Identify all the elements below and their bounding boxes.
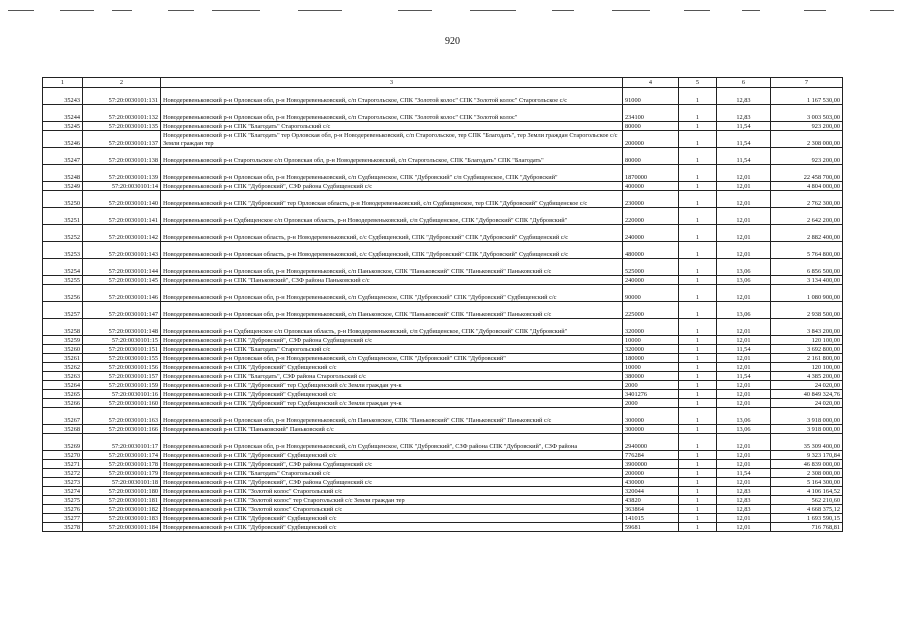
cadastral-value: 3 918 000,00 xyxy=(771,408,843,425)
coefficient-value: 1 xyxy=(679,88,717,105)
rate-value: 12,83 xyxy=(717,496,771,505)
location-description: Новодеревеньковский р-н СПК "Дубровский" Судбищенский с/с xyxy=(161,390,623,399)
location-description: Новодеревеньковский р-н СПК "Благодать" Старогольский с/с xyxy=(161,122,623,131)
location-description: Новодеревеньковский р-н Орловская обл, р-н Новодеревеньковский, с/п Судбищенское, СПК "Дубровский" СПК "Дубровский" Судбищенский с/с xyxy=(161,285,623,302)
coefficient-value: 1 xyxy=(679,460,717,469)
row-number: 35258 xyxy=(43,319,83,336)
coefficient-value: 1 xyxy=(679,345,717,354)
coefficient-value: 1 xyxy=(679,390,717,399)
row-number: 35254 xyxy=(43,259,83,276)
cadastral-value: 716 768,81 xyxy=(771,523,843,532)
cadastral-value: 24 020,00 xyxy=(771,381,843,390)
location-description: Новодеревеньковский р-н Орловская обл, р-н Новодеревеньковский, с/п Паньковское, СПК "Паньковский" СПК "Паньковский" Паньковский с/с xyxy=(161,302,623,319)
cadastral-value: 4 804 000,00 xyxy=(771,182,843,191)
table-row xyxy=(43,354,843,363)
rate-value: 11,54 xyxy=(717,131,771,148)
row-number: 35271 xyxy=(43,460,83,469)
location-description: Новодеревеньковский р-н СПК "Дубровский" тер Орловская область, р-н Новодеревеньковский, с/п Судбищенское, тер СПК "Дубровский" Судбищенское с/с xyxy=(161,191,623,208)
table-row xyxy=(43,191,843,208)
cadastral-number: 57:20:0030101:15 xyxy=(83,336,161,345)
cadastral-value: 923 200,00 xyxy=(771,122,843,131)
cadastral-number: 57:20:0030101:18 xyxy=(83,478,161,487)
rate-value: 12,01 xyxy=(717,191,771,208)
table-row xyxy=(43,88,843,105)
location-description: Новодеревеньковский р-н Орловская область, р-н Новодеревеньковский, с/с Судбищенский, СПК "Дубровский" СПК "Дубровский" Судбищенский с/с xyxy=(161,225,623,242)
area-value: 3900000 xyxy=(623,460,679,469)
page-number: 920 xyxy=(445,36,460,47)
row-number: 35264 xyxy=(43,381,83,390)
coefficient-value: 1 xyxy=(679,242,717,259)
row-number: 35256 xyxy=(43,285,83,302)
table-row xyxy=(43,434,843,451)
area-value: 480000 xyxy=(623,242,679,259)
coefficient-value: 1 xyxy=(679,496,717,505)
area-value: 3401276 xyxy=(623,390,679,399)
area-value: 80000 xyxy=(623,148,679,165)
row-number: 35276 xyxy=(43,505,83,514)
cadastral-value: 3 692 800,00 xyxy=(771,345,843,354)
row-number: 35250 xyxy=(43,191,83,208)
cadastral-number: 57:20:0030101:184 xyxy=(83,523,161,532)
cadastral-number: 57:20:0030101:16 xyxy=(83,390,161,399)
coefficient-value: 1 xyxy=(679,487,717,496)
row-number: 35265 xyxy=(43,390,83,399)
coefficient-value: 1 xyxy=(679,478,717,487)
table-row xyxy=(43,122,843,131)
cadastral-value: 4 106 164,52 xyxy=(771,487,843,496)
row-number: 35249 xyxy=(43,182,83,191)
coefficient-value: 1 xyxy=(679,319,717,336)
area-value: 240000 xyxy=(623,276,679,285)
cadastral-value: 3 134 400,00 xyxy=(771,276,843,285)
rate-value: 11,54 xyxy=(717,469,771,478)
table-row xyxy=(43,451,843,460)
rate-value: 12,01 xyxy=(717,451,771,460)
rate-value: 12,01 xyxy=(717,399,771,408)
row-number: 35261 xyxy=(43,354,83,363)
coefficient-value: 1 xyxy=(679,191,717,208)
table-row xyxy=(43,408,843,425)
cadastral-number: 57:20:0030101:140 xyxy=(83,191,161,208)
table-row xyxy=(43,478,843,487)
area-value: 91000 xyxy=(623,88,679,105)
rate-value: 11,54 xyxy=(717,372,771,381)
area-value: 1870000 xyxy=(623,165,679,182)
rate-value: 12,01 xyxy=(717,354,771,363)
area-value: 300000 xyxy=(623,408,679,425)
row-number: 35275 xyxy=(43,496,83,505)
row-number: 35263 xyxy=(43,372,83,381)
table-row xyxy=(43,390,843,399)
area-value: 200000 xyxy=(623,131,679,148)
row-number: 35262 xyxy=(43,363,83,372)
cadastral-number: 57:20:0030101:180 xyxy=(83,487,161,496)
cadastral-number: 57:20:0030101:151 xyxy=(83,345,161,354)
cadastral-number: 57:20:0030101:147 xyxy=(83,302,161,319)
rate-value: 12,01 xyxy=(717,182,771,191)
table-row xyxy=(43,148,843,165)
location-description: Новодеревеньковский р-н СПК "Дубровский" тер Судбищенский с/с Земли граждан уч-к xyxy=(161,399,623,408)
cadastral-number: 57:20:0030101:131 xyxy=(83,88,161,105)
cadastral-number: 57:20:0030101:135 xyxy=(83,122,161,131)
row-number: 35277 xyxy=(43,514,83,523)
rate-value: 12,01 xyxy=(717,434,771,451)
area-value: 80000 xyxy=(623,122,679,131)
area-value: 400000 xyxy=(623,182,679,191)
coefficient-value: 1 xyxy=(679,105,717,122)
rate-value: 13,06 xyxy=(717,425,771,434)
cadastral-number: 57:20:0030101:146 xyxy=(83,285,161,302)
cadastral-number: 57:20:0030101:163 xyxy=(83,408,161,425)
cadastral-value: 3 843 200,00 xyxy=(771,319,843,336)
rate-value: 12,01 xyxy=(717,319,771,336)
table-row xyxy=(43,182,843,191)
rate-value: 12,01 xyxy=(717,460,771,469)
cadastral-value: 35 309 400,00 xyxy=(771,434,843,451)
area-value: 59681 xyxy=(623,523,679,532)
row-number: 35273 xyxy=(43,478,83,487)
row-number: 35268 xyxy=(43,425,83,434)
location-description: Новодеревеньковский р-н СПК "Дубровский" Судбищенский с/с xyxy=(161,363,623,372)
column-header: 3 xyxy=(161,78,623,88)
rate-value: 13,06 xyxy=(717,302,771,319)
location-description: Новодеревеньковский р-н Орловская обл, р-н Новодеревеньковский, с/п Старогольское, СПК "Золотой колос" СПК "Золотой колос" Старогольское с/с xyxy=(161,88,623,105)
cadastral-number: 57:20:0030101:137 xyxy=(83,131,161,148)
rate-value: 12,01 xyxy=(717,523,771,532)
table-row xyxy=(43,345,843,354)
rate-value: 11,54 xyxy=(717,345,771,354)
location-description: Новодеревеньковский р-н Орловская обл, р-н Новодеревеньковский, с/п Судбищенское, СПК "Дубровский", СЗФ района СПК "Дубровский", СЗФ района xyxy=(161,434,623,451)
table-row xyxy=(43,208,843,225)
rate-value: 12,01 xyxy=(717,165,771,182)
rate-value: 13,06 xyxy=(717,276,771,285)
row-number: 35270 xyxy=(43,451,83,460)
location-description: Новодеревеньковский р-н Орловская обл, р-н Новодеревеньковский, с/п Старогольское, СПК "Золотой колос" СПК "Золотой колос" xyxy=(161,105,623,122)
area-value: 300000 xyxy=(623,425,679,434)
row-number: 35278 xyxy=(43,523,83,532)
row-number: 35269 xyxy=(43,434,83,451)
area-value: 141015 xyxy=(623,514,679,523)
coefficient-value: 1 xyxy=(679,148,717,165)
rate-value: 12,01 xyxy=(717,208,771,225)
scan-artifact-top xyxy=(0,0,905,22)
location-description: Новодеревеньковский р-н СПК "Благодать" тер Орловская обл, р-н Новодеревеньковский, с/п Старогольское, тер СПК "Благодать", тер Земли граждан Старогольское с/с Земли граждан тер xyxy=(161,131,623,148)
area-value: 320044 xyxy=(623,487,679,496)
location-description: Новодеревеньковский р-н Орловская обл, р-н Новодеревеньковский, с/п Паньковское, СПК "Паньковский" СПК "Паньковский" Паньковский с/с xyxy=(161,259,623,276)
table-row xyxy=(43,276,843,285)
location-description: Новодеревеньковский р-н СПК "Дубровский", СЗФ района Судбищенский с/с xyxy=(161,182,623,191)
cadastral-value: 923 200,00 xyxy=(771,148,843,165)
location-description: Новодеревеньковский р-н СПК "Дубровский" тер Судбищенский с/с Земли граждан уч-к xyxy=(161,381,623,390)
cadastral-value: 4 385 200,00 xyxy=(771,372,843,381)
row-number: 35274 xyxy=(43,487,83,496)
location-description: Новодеревеньковский р-н СПК "Золотой колос" тер Старогольский с/с Земли граждан тер xyxy=(161,496,623,505)
row-number: 35272 xyxy=(43,469,83,478)
area-value: 225000 xyxy=(623,302,679,319)
cadastral-value: 120 100,00 xyxy=(771,363,843,372)
rate-value: 12,01 xyxy=(717,390,771,399)
coefficient-value: 1 xyxy=(679,451,717,460)
cadastral-value: 5 764 800,00 xyxy=(771,242,843,259)
table-row xyxy=(43,372,843,381)
cadastral-number: 57:20:0030101:14 xyxy=(83,182,161,191)
location-description: Новодеревеньковский р-н СПК "Золотой колос" Старогольский с/с xyxy=(161,487,623,496)
cadastral-value: 4 668 375,12 xyxy=(771,505,843,514)
area-value: 220000 xyxy=(623,208,679,225)
cadastral-number: 57:20:0030101:181 xyxy=(83,496,161,505)
cadastral-number: 57:20:0030101:183 xyxy=(83,514,161,523)
cadastral-value: 562 210,60 xyxy=(771,496,843,505)
cadastral-value: 5 164 300,00 xyxy=(771,478,843,487)
area-value: 525000 xyxy=(623,259,679,276)
location-description: Новодеревеньковский р-н СПК "Благодать" Старогольский с/с xyxy=(161,469,623,478)
rate-value: 12,83 xyxy=(717,487,771,496)
table-row xyxy=(43,487,843,496)
cadastral-value: 2 308 000,00 xyxy=(771,131,843,148)
location-description: Новодеревеньковский р-н СПК "Благодать" Старогольский с/с xyxy=(161,345,623,354)
cadastral-number: 57:20:0030101:17 xyxy=(83,434,161,451)
land-registry-table xyxy=(42,77,843,532)
table-row xyxy=(43,363,843,372)
location-description: Новодеревеньковский р-н СПК "Паньковский" Паньковский с/с xyxy=(161,425,623,434)
row-number: 35266 xyxy=(43,399,83,408)
table-row xyxy=(43,523,843,532)
cadastral-number: 57:20:0030101:132 xyxy=(83,105,161,122)
cadastral-number: 57:20:0030101:138 xyxy=(83,148,161,165)
row-number: 35255 xyxy=(43,276,83,285)
row-number: 35259 xyxy=(43,336,83,345)
table-row xyxy=(43,319,843,336)
location-description: Новодеревеньковский р-н СПК "Дубровский", СЗФ района Судбищенский с/с xyxy=(161,336,623,345)
row-number: 35260 xyxy=(43,345,83,354)
table-header-row xyxy=(43,78,843,88)
cadastral-number: 57:20:0030101:142 xyxy=(83,225,161,242)
cadastral-value: 2 161 800,00 xyxy=(771,354,843,363)
rate-value: 11,54 xyxy=(717,148,771,165)
column-header: 6 xyxy=(717,78,771,88)
column-header: 1 xyxy=(43,78,83,88)
coefficient-value: 1 xyxy=(679,434,717,451)
area-value: 180000 xyxy=(623,354,679,363)
table-row xyxy=(43,505,843,514)
coefficient-value: 1 xyxy=(679,469,717,478)
cadastral-value: 40 849 324,76 xyxy=(771,390,843,399)
rate-value: 12,01 xyxy=(717,225,771,242)
coefficient-value: 1 xyxy=(679,408,717,425)
area-value: 200000 xyxy=(623,469,679,478)
location-description: Новодеревеньковский р-н СПК "Дубровский", СЗФ района Судбищенский с/с xyxy=(161,478,623,487)
area-value: 43820 xyxy=(623,496,679,505)
cadastral-value: 2 308 000,00 xyxy=(771,469,843,478)
coefficient-value: 1 xyxy=(679,523,717,532)
cadastral-value: 6 856 500,00 xyxy=(771,259,843,276)
cadastral-number: 57:20:0030101:143 xyxy=(83,242,161,259)
cadastral-number: 57:20:0030101:179 xyxy=(83,469,161,478)
coefficient-value: 1 xyxy=(679,505,717,514)
cadastral-value: 22 458 700,00 xyxy=(771,165,843,182)
row-number: 35243 xyxy=(43,88,83,105)
area-value: 240000 xyxy=(623,225,679,242)
row-number: 35244 xyxy=(43,105,83,122)
table-row xyxy=(43,425,843,434)
area-value: 230000 xyxy=(623,191,679,208)
coefficient-value: 1 xyxy=(679,372,717,381)
table-row xyxy=(43,381,843,390)
table-row xyxy=(43,105,843,122)
area-value: 2940000 xyxy=(623,434,679,451)
cadastral-value: 120 100,00 xyxy=(771,336,843,345)
table-row xyxy=(43,242,843,259)
table-row xyxy=(43,302,843,319)
coefficient-value: 1 xyxy=(679,131,717,148)
coefficient-value: 1 xyxy=(679,363,717,372)
row-number: 35251 xyxy=(43,208,83,225)
cadastral-number: 57:20:0030101:139 xyxy=(83,165,161,182)
area-value: 320000 xyxy=(623,319,679,336)
location-description: Новодеревеньковский р-н Старогольское с/п Орловская обл, р-н Новодеревеньковский, с/п Старогольское, СПК "Благодать" СПК "Благодать" xyxy=(161,148,623,165)
cadastral-value: 1 693 590,15 xyxy=(771,514,843,523)
area-value: 10000 xyxy=(623,336,679,345)
coefficient-value: 1 xyxy=(679,302,717,319)
location-description: Новодеревеньковский р-н СПК "Дубровский" Судбищенский с/с xyxy=(161,451,623,460)
cadastral-value: 2 762 300,00 xyxy=(771,191,843,208)
cadastral-value: 2 642 200,00 xyxy=(771,208,843,225)
location-description: Новодеревеньковский р-н СПК "Благодать", СЗФ района Старогольский с/с xyxy=(161,372,623,381)
table-row xyxy=(43,259,843,276)
area-value: 430000 xyxy=(623,478,679,487)
table-row xyxy=(43,460,843,469)
coefficient-value: 1 xyxy=(679,208,717,225)
rate-value: 11,54 xyxy=(717,122,771,131)
column-header: 5 xyxy=(679,78,717,88)
rate-value: 12,01 xyxy=(717,242,771,259)
rate-value: 13,06 xyxy=(717,408,771,425)
coefficient-value: 1 xyxy=(679,259,717,276)
cadastral-number: 57:20:0030101:157 xyxy=(83,372,161,381)
row-number: 35257 xyxy=(43,302,83,319)
table-row xyxy=(43,469,843,478)
coefficient-value: 1 xyxy=(679,381,717,390)
area-value: 363864 xyxy=(623,505,679,514)
table-row xyxy=(43,165,843,182)
location-description: Новодеревеньковский р-н СПК "Дубровский" Судбищенский с/с xyxy=(161,514,623,523)
cadastral-value: 1 167 530,00 xyxy=(771,88,843,105)
location-description: Новодеревеньковский р-н Орловская обл, р-н Новодеревеньковский, с/п Судбищенское, СПК "Дубровский" СПК "Дубровский" xyxy=(161,354,623,363)
table-row xyxy=(43,285,843,302)
rate-value: 12,01 xyxy=(717,514,771,523)
cadastral-value: 9 323 170,84 xyxy=(771,451,843,460)
rate-value: 12,01 xyxy=(717,336,771,345)
location-description: Новодеревеньковский р-н СПК "Золотой колос" Старогольский с/с xyxy=(161,505,623,514)
column-header: 7 xyxy=(771,78,843,88)
rate-value: 12,01 xyxy=(717,285,771,302)
area-value: 234100 xyxy=(623,105,679,122)
cadastral-value: 3 918 000,00 xyxy=(771,425,843,434)
table-row xyxy=(43,514,843,523)
cadastral-number: 57:20:0030101:155 xyxy=(83,354,161,363)
location-description: Новодеревеньковский р-н Орловская область, р-н Новодеревеньковский, с/с Судбищенский, СПК "Дубровский" СПК "Дубровский" Судбищенский с/с xyxy=(161,242,623,259)
coefficient-value: 1 xyxy=(679,399,717,408)
table-row xyxy=(43,399,843,408)
cadastral-value: 3 003 503,00 xyxy=(771,105,843,122)
rate-value: 13,06 xyxy=(717,259,771,276)
area-value: 2000 xyxy=(623,381,679,390)
coefficient-value: 1 xyxy=(679,425,717,434)
area-value: 90000 xyxy=(623,285,679,302)
rate-value: 12,01 xyxy=(717,381,771,390)
location-description: Новодеревеньковский р-н Орловская обл, р-н Новодеревеньковский, с/п Судбищенское, СПК "Дубровский" с/п Судбищенское, СПК "Дубровский" xyxy=(161,165,623,182)
row-number: 35253 xyxy=(43,242,83,259)
location-description: Новодеревеньковский р-н СПК "Паньковский", СЗФ района Паньковский с/с xyxy=(161,276,623,285)
rate-value: 12,01 xyxy=(717,478,771,487)
coefficient-value: 1 xyxy=(679,225,717,242)
rate-value: 12,01 xyxy=(717,363,771,372)
coefficient-value: 1 xyxy=(679,354,717,363)
cadastral-number: 57:20:0030101:174 xyxy=(83,451,161,460)
coefficient-value: 1 xyxy=(679,276,717,285)
column-header: 2 xyxy=(83,78,161,88)
table-row xyxy=(43,336,843,345)
location-description: Новодеревеньковский р-н Орловская обл, р-н Новодеревеньковский, с/п Паньковское, СПК "Паньковский" СПК "Паньковский" Паньковский с/с xyxy=(161,408,623,425)
cadastral-value: 24 020,00 xyxy=(771,399,843,408)
cadastral-number: 57:20:0030101:148 xyxy=(83,319,161,336)
cadastral-number: 57:20:0030101:159 xyxy=(83,381,161,390)
area-value: 320000 xyxy=(623,345,679,354)
coefficient-value: 1 xyxy=(679,336,717,345)
row-number: 35252 xyxy=(43,225,83,242)
cadastral-number: 57:20:0030101:160 xyxy=(83,399,161,408)
row-number: 35247 xyxy=(43,148,83,165)
coefficient-value: 1 xyxy=(679,165,717,182)
cadastral-number: 57:20:0030101:156 xyxy=(83,363,161,372)
cadastral-value: 46 839 000,00 xyxy=(771,460,843,469)
coefficient-value: 1 xyxy=(679,285,717,302)
column-header: 4 xyxy=(623,78,679,88)
cadastral-number: 57:20:0030101:141 xyxy=(83,208,161,225)
location-description: Новодеревеньковский р-н Судбищенское с/п Орловская область, р-н Новодеревеньковский, с/п Судбищенское, СПК "Дубровский" СПК "Дубровский" xyxy=(161,319,623,336)
area-value: 776284 xyxy=(623,451,679,460)
cadastral-number: 57:20:0030101:144 xyxy=(83,259,161,276)
row-number: 35245 xyxy=(43,122,83,131)
row-number: 35267 xyxy=(43,408,83,425)
coefficient-value: 1 xyxy=(679,122,717,131)
table-row xyxy=(43,131,843,148)
coefficient-value: 1 xyxy=(679,514,717,523)
location-description: Новодеревеньковский р-н СПК "Дубровский", СЗФ района Судбищенский с/с xyxy=(161,460,623,469)
coefficient-value: 1 xyxy=(679,182,717,191)
rate-value: 12,83 xyxy=(717,505,771,514)
row-number: 35248 xyxy=(43,165,83,182)
rate-value: 12,83 xyxy=(717,88,771,105)
cadastral-number: 57:20:0030101:145 xyxy=(83,276,161,285)
cadastral-number: 57:20:0030101:178 xyxy=(83,460,161,469)
cadastral-value: 2 882 400,00 xyxy=(771,225,843,242)
area-value: 10000 xyxy=(623,363,679,372)
cadastral-value: 1 080 900,00 xyxy=(771,285,843,302)
location-description: Новодеревеньковский р-н Судбищенское с/п Орловская область, р-н Новодеревеньковский, с/п Судбищенское, СПК "Дубровский" СПК "Дубровский" xyxy=(161,208,623,225)
cadastral-number: 57:20:0030101:182 xyxy=(83,505,161,514)
rate-value: 12,83 xyxy=(717,105,771,122)
area-value: 2000 xyxy=(623,399,679,408)
cadastral-number: 57:20:0030101:166 xyxy=(83,425,161,434)
table-row xyxy=(43,225,843,242)
location-description: Новодеревеньковский р-н СПК "Дубровский" Судбищенский с/с xyxy=(161,523,623,532)
cadastral-value: 2 938 500,00 xyxy=(771,302,843,319)
table-row xyxy=(43,496,843,505)
row-number: 35246 xyxy=(43,131,83,148)
area-value: 380000 xyxy=(623,372,679,381)
